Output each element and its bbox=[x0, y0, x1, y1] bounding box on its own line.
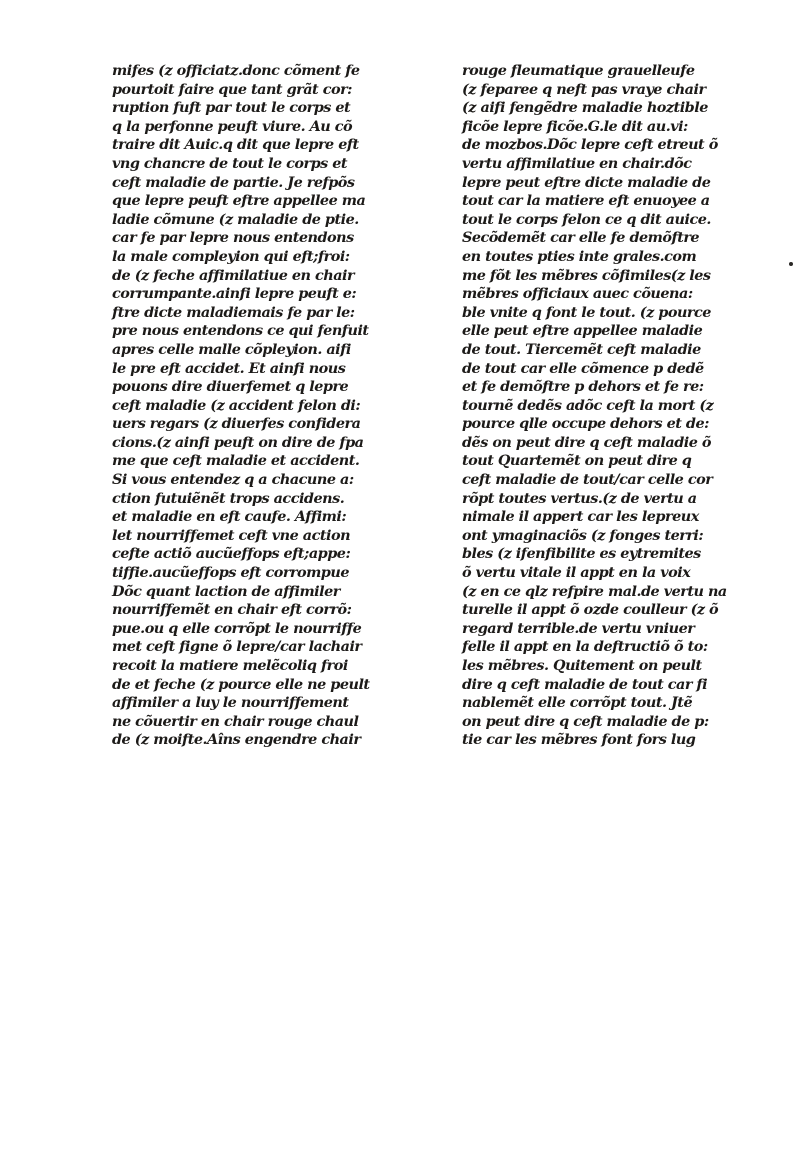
text-line: dẽs on peut dire q ceft maladie õ bbox=[462, 433, 711, 451]
text-line: cions.(z ainfi peuft on dire de fpa bbox=[112, 433, 364, 451]
text-line: on peut dire q ceft maladie de p: bbox=[462, 712, 709, 730]
text-line: car fe par lepre nous entendons bbox=[112, 229, 354, 247]
text-line: ne cõuertir en chair rouge chaul bbox=[112, 712, 359, 730]
text-line: dire q ceft maladie de tout car fi bbox=[462, 675, 708, 693]
text-line: ruption fuft par tout le corps et bbox=[112, 99, 351, 117]
text-line: de tout. Tiercemẽt ceft maladie bbox=[462, 340, 701, 358]
text-line: ficõe lepre ficõe.G.le dit au.vi: bbox=[462, 117, 688, 135]
text-line: pue.ou q elle corrõpt le nourriffe bbox=[112, 619, 362, 637]
margin-ink-mark bbox=[789, 262, 793, 266]
text-line: le pre eft accidet. Et ainfi nous bbox=[112, 359, 346, 377]
left-text-column bbox=[112, 62, 457, 750]
text-line: pouons dire diuerfemet q lepre bbox=[112, 378, 349, 396]
text-line: tout car la matiere eft enuoyee a bbox=[462, 192, 710, 210]
text-line: me que ceft maladie et accident. bbox=[112, 452, 360, 470]
text-line: corrumpante.ainfi lepre peuft e: bbox=[112, 285, 357, 303]
text-line: q la perfonne peuft viure. Au cõ bbox=[112, 117, 353, 135]
text-line: affimiler a luy le nourriffement bbox=[112, 694, 349, 712]
text-line: uers regars (z diuerfes confidera bbox=[112, 415, 361, 433]
text-line: pourtoit faire que tant grãt cor: bbox=[112, 80, 352, 98]
text-line: Secõdemẽt car elle fe demõftre bbox=[462, 229, 700, 247]
text-line: (z aifi fengẽdre maladie hoztible bbox=[462, 99, 708, 117]
text-line: regard terrible.de vertu vniuer bbox=[462, 619, 695, 637]
text-line: Dõc quant laction de affimiler bbox=[112, 582, 340, 600]
text-line: ction futuiẽnẽt trops accidens. bbox=[112, 489, 345, 507]
text-line: apres celle malle cõpleyion. aifi bbox=[112, 340, 351, 358]
text-line: vertu affimilatiue en chair.dõc bbox=[462, 154, 692, 172]
text-line: ont ymaginaciõs (z fonges terri: bbox=[462, 526, 704, 544]
text-line: cefte actiõ aucũeffops eft;appe: bbox=[112, 545, 351, 563]
text-line: ble vnite q font le tout. (z pource bbox=[462, 303, 711, 321]
text-line: ceft maladie de tout/car celle cor bbox=[462, 471, 713, 489]
text-line: elle peut eftre appellee maladie bbox=[462, 322, 703, 340]
text-line: nimale il appert car les lepreux bbox=[462, 508, 699, 526]
text-line: et fe demõftre p dehors et fe re: bbox=[462, 378, 704, 396]
text-line: les mẽbres. Quitement on peult bbox=[462, 657, 702, 674]
text-line: rouge fleumatique grauelleufe bbox=[462, 62, 695, 79]
text-line: mifes (z officiatz.donc cõment fe bbox=[112, 62, 360, 79]
text-line: pource qlle occupe dehors et de: bbox=[462, 415, 709, 433]
text-line: (z feparee q neft pas vraye chair bbox=[462, 80, 706, 98]
text-line: turelle il appt õ ozde coulleur (z õ bbox=[462, 601, 719, 619]
text-line: tout Quartemẽt on peut dire q bbox=[462, 452, 692, 470]
text-line: de (z moifte.Aîns engendre chair bbox=[112, 731, 361, 749]
text-line: met ceft figne õ lepre/car lachair bbox=[112, 638, 362, 656]
right-text-column bbox=[462, 62, 800, 750]
text-line: nablemẽt elle corrõpt tout. Jtẽ bbox=[462, 694, 693, 712]
text-line: mẽbres officiaux auec cõuena: bbox=[462, 285, 693, 303]
text-line: de et feche (z pource elle ne peult bbox=[112, 675, 370, 693]
text-line: let nourriffemet ceft vne action bbox=[112, 526, 351, 544]
text-line: traire dit Auic.q dit que lepre eft bbox=[112, 136, 359, 154]
text-line: tiffie.aucũeffops eft corrompue bbox=[112, 564, 349, 582]
text-line: et maladie en eft caufe. Affimi: bbox=[112, 508, 347, 526]
text-line: tout le corps felon ce q dit auice. bbox=[462, 210, 711, 228]
text-line: que lepre peuft eftre appellee ma bbox=[112, 192, 366, 210]
text-line: ceft maladie de partie. Je refpõs bbox=[112, 173, 355, 191]
text-line: en toutes pties inte grales.com bbox=[462, 247, 697, 265]
text-line: la male compleyion qui eft;froi: bbox=[112, 247, 350, 265]
text-line: de (z feche affimilatiue en chair bbox=[112, 266, 355, 284]
text-line: tie car les mẽbres font fors lug bbox=[462, 731, 696, 749]
text-line: de tout car elle cõmence p dedẽ bbox=[462, 359, 704, 377]
text-line: ftre dicte maladiemais fe par le: bbox=[112, 303, 355, 321]
text-line: felle il appt en la deftructiõ õ to: bbox=[462, 638, 708, 656]
text-line: vng chancre de tout le corps et bbox=[112, 154, 348, 172]
text-line: nourriffemẽt en chair eft corrõ: bbox=[112, 601, 352, 619]
text-line: lepre peut eftre dicte maladie de bbox=[462, 173, 711, 191]
text-line: rõpt toutes vertus.(z de vertu a bbox=[462, 489, 697, 507]
text-line: Si vous entendez q a chacune a: bbox=[112, 471, 354, 489]
text-line: bles (z ifenfibilite es eytremites bbox=[462, 545, 701, 563]
text-line: ceft maladie (z accident felon di: bbox=[112, 396, 361, 414]
text-line: recoit la matiere melẽcoliq froi bbox=[112, 657, 348, 674]
text-line: (z en ce qlz refpire mal.de vertu na bbox=[462, 582, 727, 600]
text-line: ladie cõmune (z maladie de ptie. bbox=[112, 210, 359, 228]
text-line: tournẽ dedẽs adõc ceft la mort (z bbox=[462, 396, 714, 414]
text-line: õ vertu vitale il appt en la voix bbox=[462, 564, 691, 582]
text-line: pre nous entendons ce qui fenfuit bbox=[112, 322, 369, 340]
text-line: de mozbos.Dõc lepre ceft etreut õ bbox=[462, 136, 718, 154]
text-line: me fõt les mẽbres cõfimiles(z les bbox=[462, 266, 711, 284]
